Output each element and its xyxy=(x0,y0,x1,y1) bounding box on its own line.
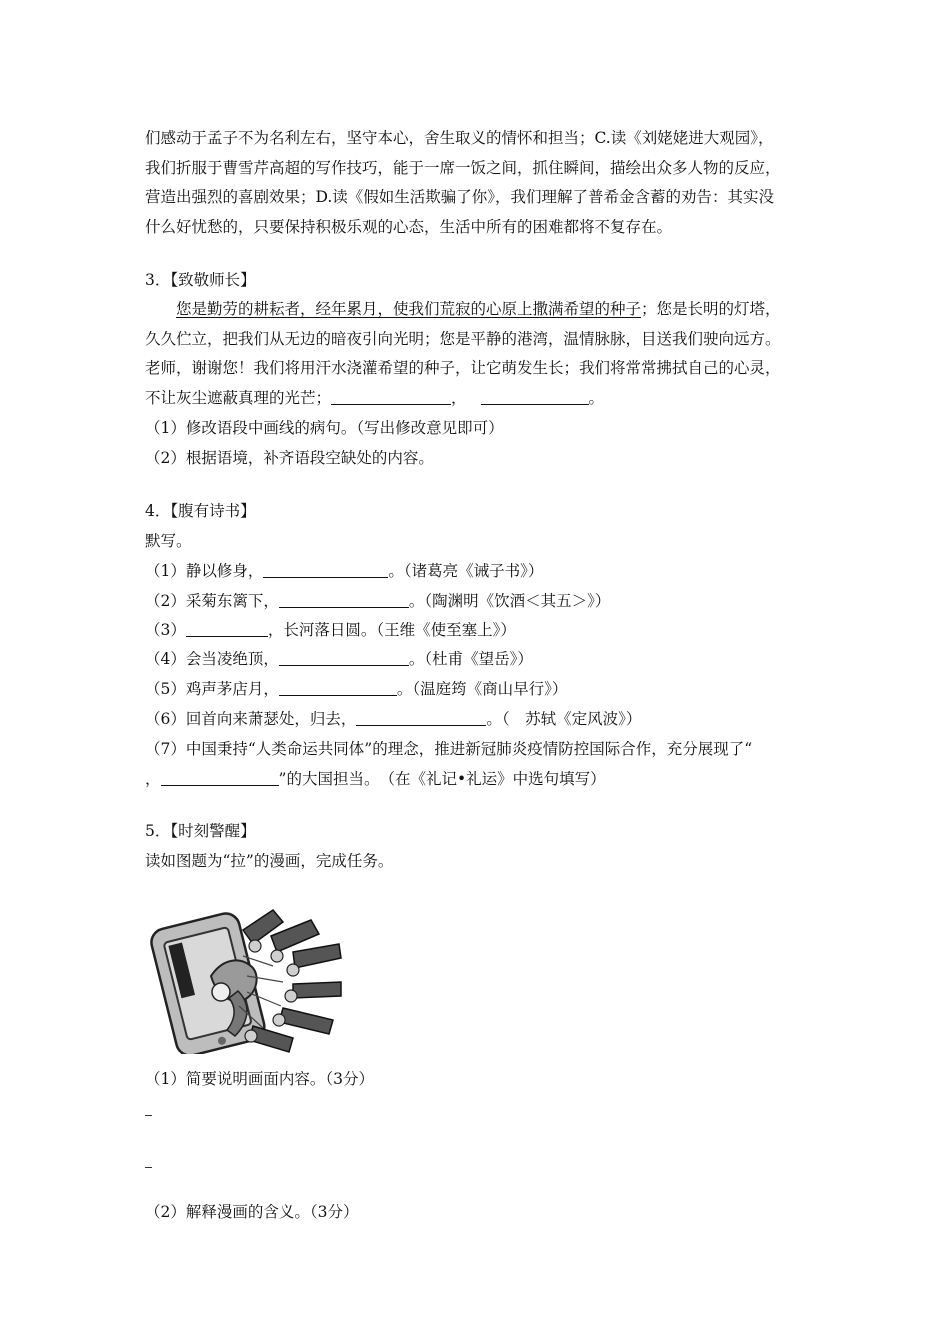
dictation-item xyxy=(145,708,641,730)
answer-blank[interactable] xyxy=(331,389,451,405)
text-span: ；您是长明的灯塔， xyxy=(641,300,781,318)
cartoon-image xyxy=(143,896,355,1054)
text-span: （2）采菊东篱下， xyxy=(145,592,279,610)
answer-blank[interactable] xyxy=(279,650,409,666)
question-4-instruction: 默写。 xyxy=(145,532,192,550)
paragraph-line: 我们折服于曹雪芹高超的写作技巧，能于一席一饭之间，抓住瞬间，描绘出众多人物的反应， xyxy=(145,159,781,177)
paragraph-line: 们感动于孟子不为名利左右，坚守本心，舍生取义的情怀和担当；C.读《刘姥姥进大观园》， xyxy=(145,129,774,147)
question-5-sub-1: （1）简要说明画面内容。（3分） xyxy=(145,1070,374,1088)
dictation-item-7: （7）中国秉持“人类命运共同体”的理念，推进新冠肺炎疫情防控国际合作，充分展现了“ xyxy=(145,740,753,758)
answer-blank[interactable] xyxy=(279,592,409,608)
dictation-item xyxy=(145,678,567,700)
question-3-line: 久久伫立，把我们从无边的暗夜引向光明；您是平静的港湾，温情脉脉，目送我们驶向远方。 xyxy=(145,330,781,348)
answer-blank[interactable] xyxy=(161,770,279,786)
answer-blank[interactable] xyxy=(263,562,388,578)
text-span: （3） xyxy=(145,621,186,639)
question-3-sub-2: （2）根据语境，补齐语段空缺处的内容。 xyxy=(145,449,434,467)
text-span: （5）鸡声茅店月， xyxy=(145,680,279,698)
question-5-title: 5．【时刻警醒】 xyxy=(145,822,256,840)
dictation-item xyxy=(145,560,543,582)
text-span: 。（陶渊明《饮酒＜其五＞》） xyxy=(408,592,611,610)
text-span: ，长河落日圆。（王维《使至塞上》） xyxy=(267,621,516,639)
question-4-title: 4．【腹有诗书】 xyxy=(145,502,256,520)
dictation-item-7-cont xyxy=(145,768,606,790)
question-3-title: 3．【致敬师长】 xyxy=(145,271,256,289)
dictation-item xyxy=(145,619,516,641)
answer-line[interactable] xyxy=(145,1115,152,1116)
question-3-sub-1: （1）修改语段中画线的病句。（写出修改意见即可） xyxy=(145,419,504,437)
dictation-item xyxy=(145,590,610,612)
dictation-item xyxy=(145,648,533,670)
paragraph-line: 营造出强烈的喜剧效果；D.读《假如生活欺骗了你》，我们理解了普希金含蓄的劝告：其实没 xyxy=(145,188,775,206)
answer-blank[interactable] xyxy=(186,621,268,637)
text-span: 不让灰尘遮蔽真理的光芒； xyxy=(145,389,332,407)
answer-blank[interactable] xyxy=(279,680,397,696)
answer-line[interactable] xyxy=(145,1167,152,1168)
text-span: 。（诸葛亮《诫子书》） xyxy=(388,562,544,580)
text-span: ， xyxy=(451,389,467,407)
text-span: 。（温庭筠《商山早行》） xyxy=(396,680,568,698)
text-span: ， xyxy=(145,770,161,788)
text-span: ”的大国担当。 （在《礼记•礼运》中选句填写） xyxy=(278,770,606,788)
answer-blank[interactable] xyxy=(481,389,589,405)
text-span: 。（ 苏轼《定风波》） xyxy=(486,710,642,728)
text-span: （4）会当凌绝顶， xyxy=(145,650,279,668)
question-5-instruction: 读如图题为“拉”的漫画，完成任务。 xyxy=(145,852,394,870)
text-span: （6）回首向来萧瑟处，归去， xyxy=(145,710,357,728)
text-span: 。（杜甫《望岳》） xyxy=(408,650,533,668)
answer-blank[interactable] xyxy=(356,710,486,726)
question-3-line xyxy=(176,298,781,320)
underlined-sentence: 您是勤劳的耕耘者，经年累月，使我们荒寂的心原上撒满希望的种子 xyxy=(176,300,642,318)
paragraph-line: 什么好忧愁的，只要保持积极乐观的心态，生活中所有的困难都将不复存在。 xyxy=(145,218,673,236)
text-span: （1）静以修身， xyxy=(145,562,264,580)
question-5-sub-2: （2）解释漫画的含义。（3分） xyxy=(145,1203,359,1221)
text-span: 。 xyxy=(588,389,605,407)
question-3-line: 老师，谢谢您！我们将用汗水浇灌希望的种子，让它萌发生长；我们将常常拂拭自己的心灵， xyxy=(145,359,781,377)
question-3-line xyxy=(145,387,604,409)
